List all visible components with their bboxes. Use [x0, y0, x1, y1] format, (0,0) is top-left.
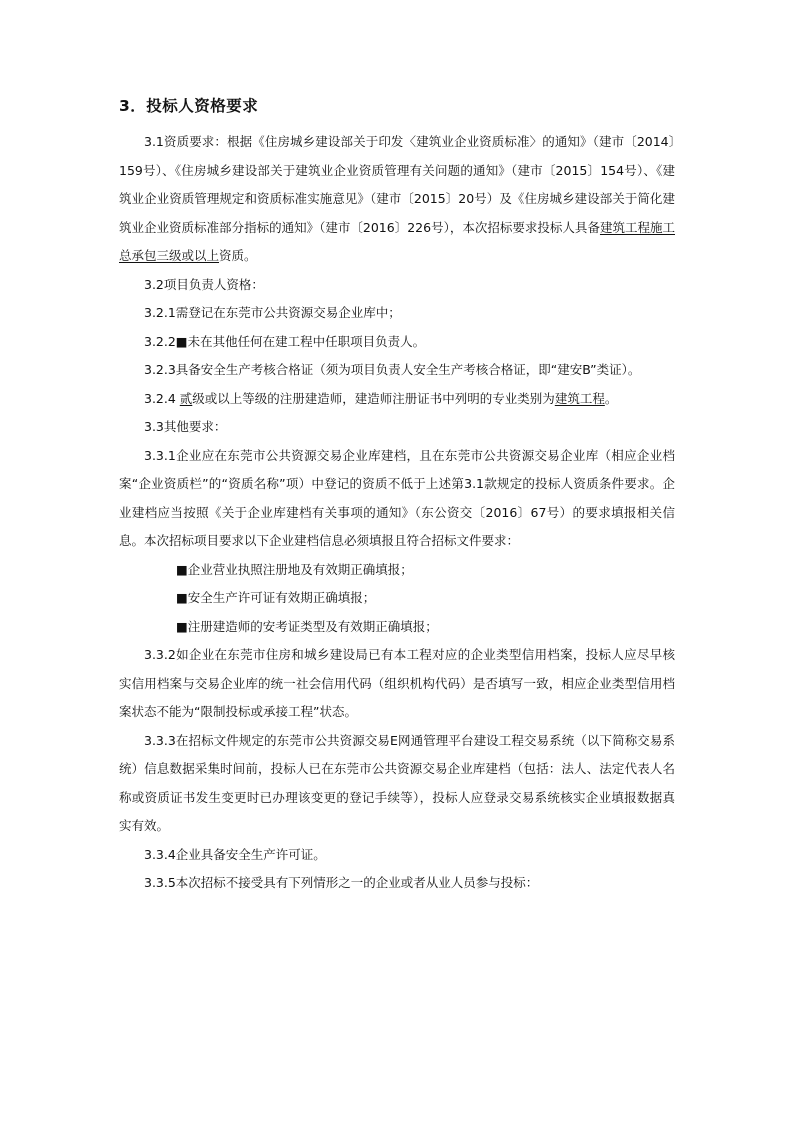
bullet-item: ■企业营业执照注册地及有效期正确填报；	[176, 561, 413, 577]
section-title: 3．投标人资格要求	[119, 97, 259, 115]
paragraph-3-1-text: 3.1资质要求：根据《住房城乡建设部关于印发〈建筑业企业资质标准〉的通知》（建市〔2014〕159号）、《住房城乡建设部关于建筑业企业资质管理有关问题的通知》（建市〔2015〕154号）、《建筑业企业资质管理规定和资质标准实施意见》（建市〔2015〕20号）及《住房城乡建设部关于简化建筑业企业资质标准部分指标的通知》（建市〔2016〕226号），本次招标要求投标人具备	[119, 134, 675, 235]
paragraph-3-3-5: 3.3.5本次招标不接受具有下列情形之一的企业或者从业人员参与投标：	[144, 875, 539, 890]
paragraph-3-1-tail: 资质。	[219, 248, 257, 263]
paragraph-3-3-3: 3.3.3在招标文件规定的东莞市公共资源交易E网通管理平台建设工程交易系统（以下简称交易系统）信息数据采集时间前，投标人已在东莞市公共资源交易企业库建档（包括：法人、法定代表人名称或资质证书发生变更时已办理该变更的登记手续等），投标人应登录交易系统核实企业填报数据真实有效。	[119, 732, 675, 833]
paragraph-3-3-4: 3.3.4企业具备安全生产许可证。	[144, 846, 326, 862]
paragraph-3-3: 3.3其他要求：	[144, 419, 227, 434]
paragraph-3-3-2: 3.3.2如企业在东莞市住房和城乡建设局已有本工程对应的企业类型信用档案，投标人应尽早核实信用档案与交易企业库的统一社会信用代码（组织机构代码）是否填写一致，相应企业类型信用档案状态不能为“限制投标或承接工程”状态。	[119, 647, 675, 719]
paragraph-3-1	[119, 128, 675, 271]
qualification-level: 建筑工程施工总承包三级或以上	[119, 219, 675, 263]
constructor-grade: 贰	[179, 390, 193, 406]
paragraph-3-2-4-text: 级或以上等级的注册建造师，建造师注册证书中列明的专业类别为	[192, 390, 555, 406]
paragraph-3-2-3: 3.2.3具备安全生产考核合格证（须为项目负责人安全生产考核合格证，即“建安B”类证）。	[144, 362, 641, 377]
bullet-item: ■安全生产许可证有效期正确填报；	[176, 590, 376, 605]
paragraph-3-3-1: 3.3.1企业应在东莞市公共资源交易企业库建档，且在东莞市公共资源交易企业库（相应企业档案“企业资质栏”的“资质名称”项）中登记的资质不低于上述第3.1款规定的投标人资质条件要求。企业建档应当按照《关于企业库建档有关事项的通知》（东公资交〔2016〕67号）的要求填报相关信息。本次招标项目要求以下企业建档信息必须填报且符合招标文件要求：	[119, 447, 675, 548]
constructor-specialty: 建筑工程	[554, 390, 605, 406]
paragraph-3-2-2: 3.2.2■未在其他任何在建工程中任职项目负责人。	[144, 333, 426, 349]
paragraph-3-2-4-suffix: 。	[604, 390, 618, 406]
bullet-item: ■注册建造师的安考证类型及有效期正确填报；	[176, 618, 438, 634]
paragraph-3-2: 3.2项目负责人资格：	[144, 276, 264, 292]
paragraph-3-2-4	[119, 385, 675, 414]
paragraph-3-2-4-prefix: 3.2.4	[144, 390, 180, 406]
document-body	[119, 94, 675, 898]
paragraph-3-2-1: 3.2.1需登记在东莞市公共资源交易企业库中；	[144, 305, 401, 320]
